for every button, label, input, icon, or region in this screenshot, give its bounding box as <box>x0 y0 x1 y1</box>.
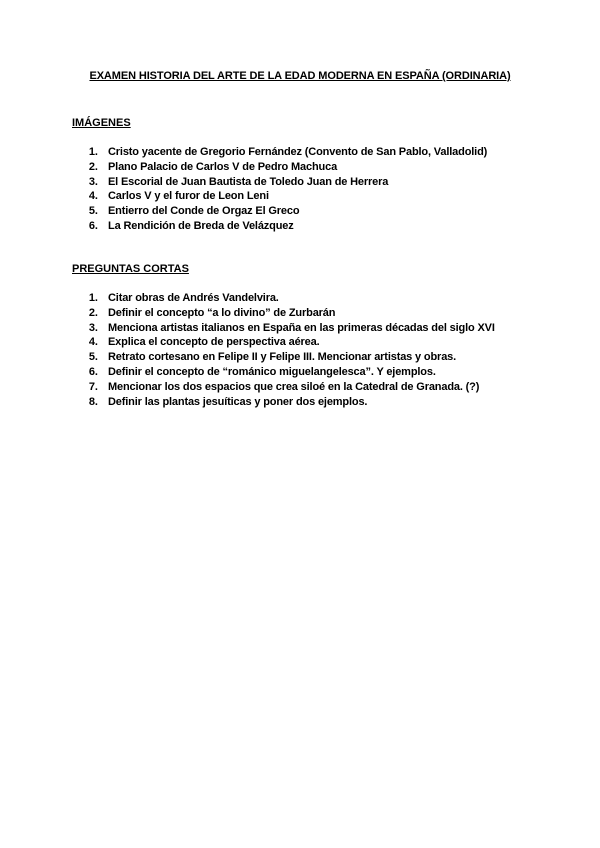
images-list <box>72 145 542 234</box>
list-item <box>72 219 542 234</box>
item-number: 8. <box>88 395 98 408</box>
list-item <box>72 175 542 190</box>
list-item <box>72 321 542 336</box>
list-item <box>72 365 542 380</box>
list-item <box>72 145 542 160</box>
list-item <box>72 160 542 175</box>
list-item <box>72 204 542 219</box>
item-number: 1. <box>88 292 98 304</box>
item-number: 6. <box>88 219 98 232</box>
item-text: Menciona artistas italianos en España en las primeras décadas del siglo XVI <box>108 321 495 334</box>
item-number: 1. <box>88 146 98 158</box>
item-number: 5. <box>88 351 98 364</box>
item-text: Definir el concepto de “románico miguelangelesca”. Y ejemplos. <box>108 365 436 378</box>
questions-section-heading: PREGUNTAS CORTAS <box>72 263 189 275</box>
item-number: 7. <box>88 380 98 393</box>
list-item <box>72 380 542 395</box>
item-number: 3. <box>88 175 98 188</box>
document-title: EXAMEN HISTORIA DEL ARTE DE LA EDAD MODERNA EN ESPAÑA (ORDINARIA) <box>89 70 511 82</box>
item-text: Carlos V y el furor de Leon Leni <box>108 190 269 203</box>
item-number: 6. <box>88 365 98 378</box>
list-item <box>72 306 542 321</box>
item-number: 3. <box>88 321 98 334</box>
item-text: Explica el concepto de perspectiva aérea. <box>108 336 320 349</box>
item-text: Cristo yacente de Gregorio Fernández (Convento de San Pablo, Valladolid) <box>108 146 488 158</box>
item-text: El Escorial de Juan Bautista de Toledo Juan de Herrera <box>108 175 389 188</box>
item-number: 4. <box>88 190 98 203</box>
item-text: Definir el concepto “a lo divino” de Zurbarán <box>108 306 336 319</box>
list-item <box>72 291 542 306</box>
list-item <box>72 335 542 350</box>
item-text: Retrato cortesano en Felipe II y Felipe III. Mencionar artistas y obras. <box>108 351 457 364</box>
item-number: 2. <box>88 306 98 319</box>
images-section-heading: IMÁGENES <box>72 117 131 129</box>
item-text: Plano Palacio de Carlos V de Pedro Machuca <box>108 160 338 173</box>
questions-list <box>72 291 542 409</box>
item-text: La Rendición de Breda de Velázquez <box>108 219 294 232</box>
item-number: 5. <box>88 205 98 218</box>
item-number: 4. <box>88 336 98 349</box>
item-text: Mencionar los dos espacios que crea siloé en la Catedral de Granada. (?) <box>108 380 480 393</box>
list-item <box>72 189 542 204</box>
item-number: 2. <box>88 160 98 173</box>
item-text: Definir las plantas jesuíticas y poner dos ejemplos. <box>108 395 368 408</box>
item-text: Citar obras de Andrés Vandelvira. <box>108 292 279 304</box>
list-item <box>72 395 542 410</box>
item-text: Entierro del Conde de Orgaz El Greco <box>108 205 300 218</box>
list-item <box>72 350 542 365</box>
